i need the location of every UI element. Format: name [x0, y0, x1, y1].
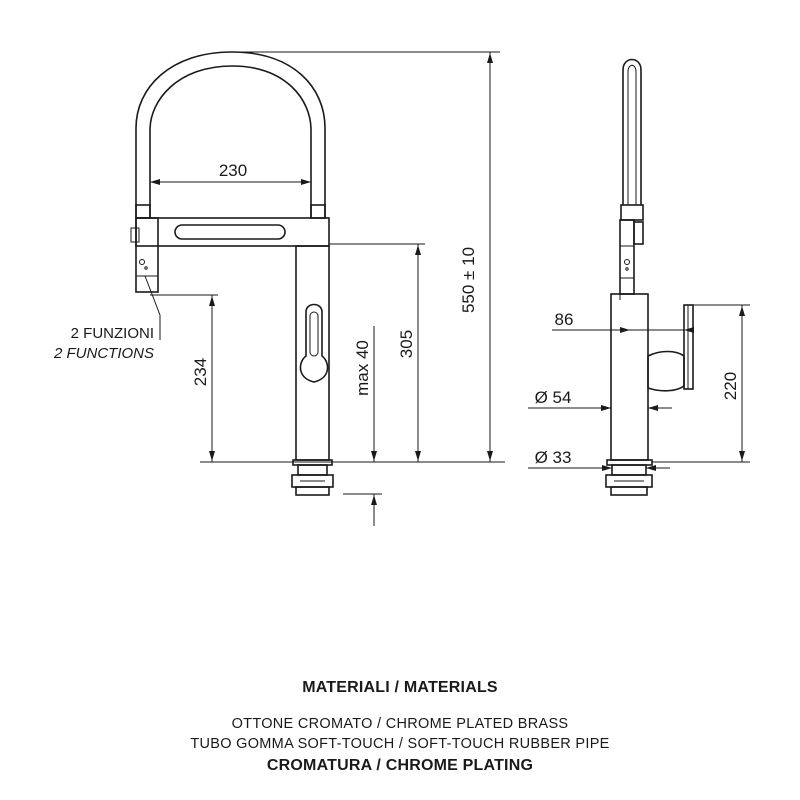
dim-reach-label: 86: [554, 310, 574, 329]
side-body: [611, 294, 648, 460]
dim-total-height-label: 550 ± 10: [459, 246, 478, 314]
materials-block: [0, 676, 800, 778]
dim-max-deck-label: max 40: [353, 340, 372, 396]
front-bridge-slot: [175, 225, 285, 239]
materials-line-2: TUBO GOMMA SOFT-TOUCH / SOFT-TOUCH RUBBER PIPE: [190, 736, 610, 752]
side-hose: [623, 60, 641, 206]
side-spray-head: [620, 220, 634, 294]
materials-heading: MATERIALI / MATERIALS: [302, 679, 498, 696]
front-bridge-arm: [136, 218, 329, 246]
dim-outlet-height-label: 234: [191, 357, 210, 387]
materials-line-1: OTTONE CROMATO / CHROME PLATED BRASS: [231, 716, 569, 732]
note-functions-it: 2 FUNZIONI: [70, 325, 154, 342]
front-hose-inner: [150, 66, 311, 205]
front-body: [296, 246, 329, 460]
front-view: [53, 52, 505, 526]
note-functions-en: 2 FUNCTIONS: [53, 345, 154, 362]
side-view: [528, 60, 750, 496]
front-lever: [300, 305, 327, 383]
dim-body-diameter-label: Ø 54: [534, 388, 572, 407]
dim-lever-height-label: 220: [721, 371, 740, 401]
dim-hole-diameter-label: Ø 33: [534, 448, 572, 467]
finish-heading: CROMATURA / CHROME PLATING: [266, 757, 534, 774]
dim-width-label: 230: [218, 161, 248, 180]
dim-spout-height-label: 305: [397, 329, 416, 359]
side-lever: [648, 352, 684, 391]
